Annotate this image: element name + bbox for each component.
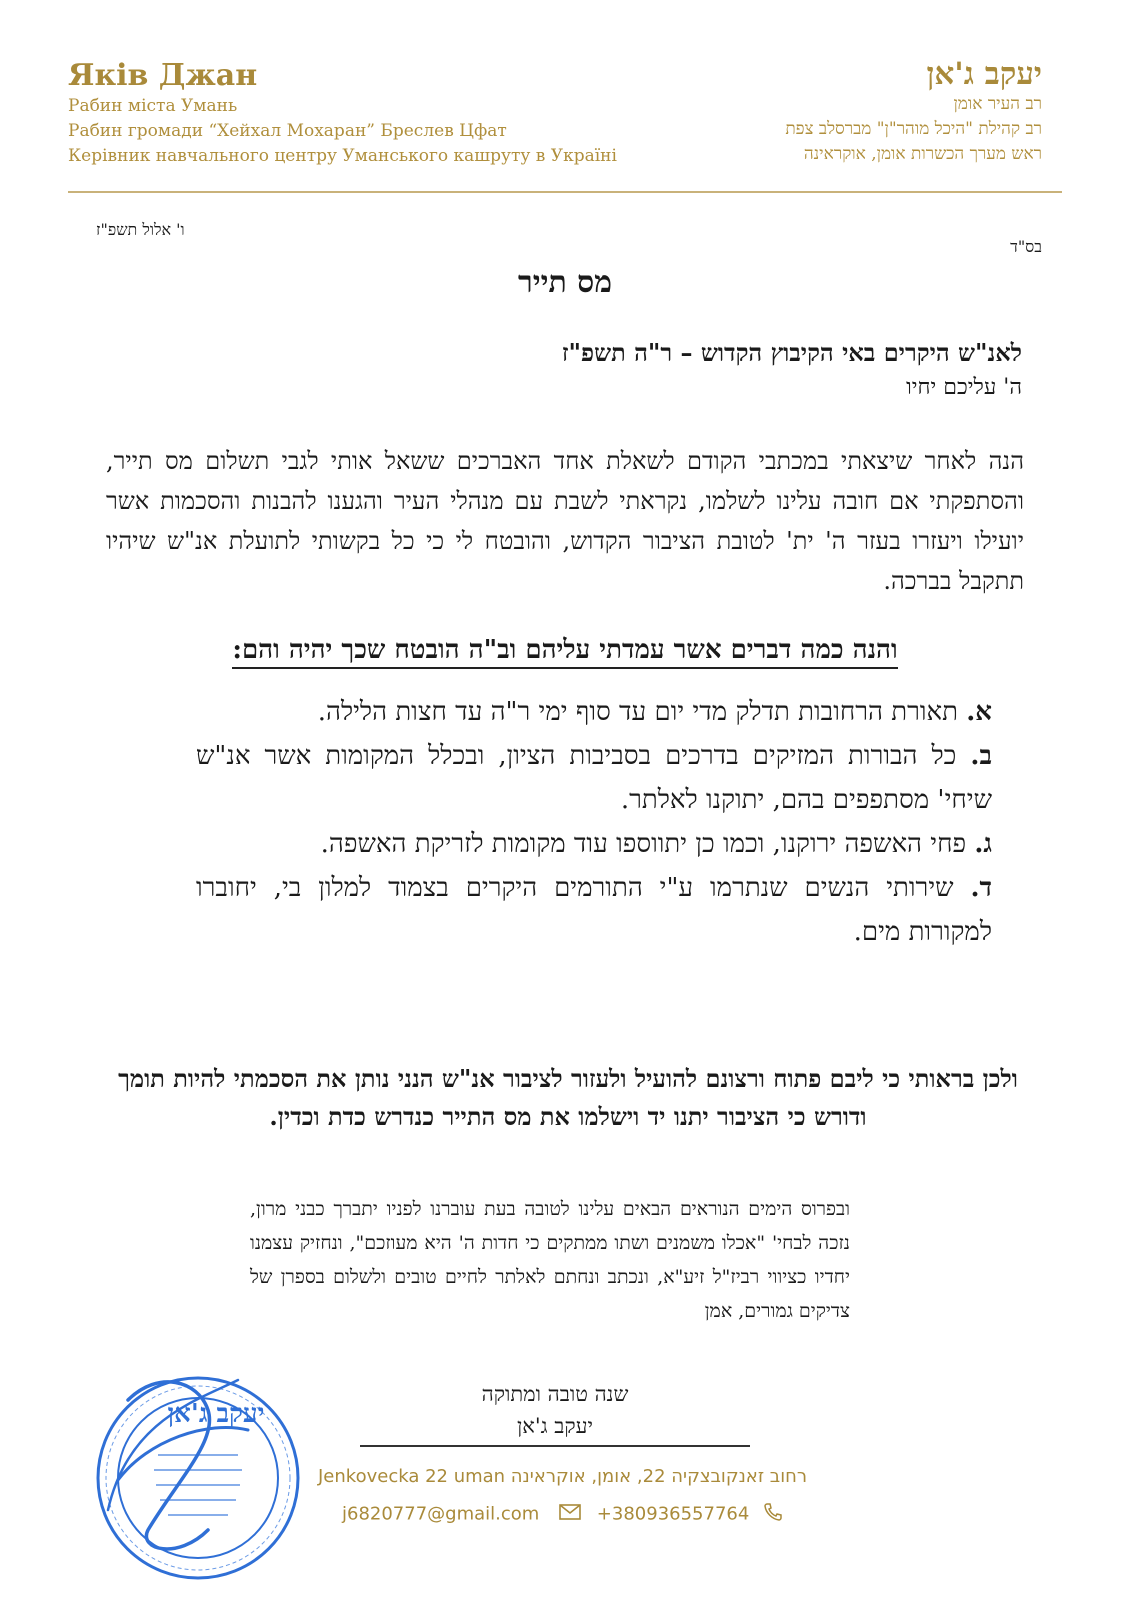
footer-email[interactable]: j6820777@gmail.com <box>342 1503 540 1525</box>
item-text: פחי האשפה ירוקנו, וכמו כן יתווספו עוד מקומות לזריקת האשפה. <box>320 829 967 859</box>
list-heading-text: והנה כמה דברים אשר עמדתי עליהם וב"ה הובטח שכך יהיה והם: <box>232 635 897 669</box>
stamp-seal-icon <box>88 1360 318 1590</box>
footer-phone[interactable]: +380936557764 <box>596 1503 750 1525</box>
author-name-uk: Яків Джан <box>68 58 258 93</box>
signature-name: יעקב ג'אן <box>516 1414 594 1438</box>
letterhead-hebrew <box>522 56 1042 167</box>
new-year-wish: שנה טובה ומתוקה <box>481 1382 629 1406</box>
title-line-uk: Керівник навчального центру Уманського кашруту в Україні <box>68 146 617 166</box>
item-letter: ד. <box>970 873 992 903</box>
stamp-name-text: יעקב ג'אן <box>167 1399 265 1429</box>
item-letter: ב. <box>970 741 992 771</box>
bsd-mark: בס"ד <box>1010 237 1042 256</box>
envelope-icon <box>559 1504 581 1525</box>
list-item <box>196 822 992 866</box>
title-line-he: רב העיר אומן <box>953 94 1042 114</box>
list-item <box>196 690 992 734</box>
item-letter: א. <box>966 697 992 727</box>
signoff <box>360 1378 750 1442</box>
letter-title: מס תייר <box>517 265 613 300</box>
title-line-uk: Рабин громади “Хейхал Мохаран” Бреслев Цфат <box>68 121 507 141</box>
list-item <box>196 866 992 954</box>
footer-address: Jenkovecka 22 uman רחוב זאנקובצקיה 22, אומן, אוקראינה <box>318 1466 808 1487</box>
phone-icon <box>763 1502 783 1527</box>
title-line-he: ראש מערך הכשרות אומן, אוקראינה <box>803 144 1042 164</box>
header-divider <box>68 191 1062 193</box>
points-list <box>196 690 992 954</box>
list-item <box>196 734 992 822</box>
blessing-paragraph: ובפרוס הימים הנוראים הבאים עלינו לטובה בעת עוברנו לפניו יתברך כבני מרון, נזכה לבחי' "אכלו משמנים ושתו ממתקים כי חדות ה' היא מעוזכם", ונחזיק עצמנו יחדיו כציווי רביז"ל זיע"א, ונכתב ונחתם לאלתר לחיים טובים ולשלום בספרן של צדיקים גמורים, אמן <box>250 1198 850 1322</box>
item-text: שירותי הנשים שנתרמו ע"י התורמים היקרים בצמוד למלון בי, יחוברו למקורות מים. <box>196 873 992 947</box>
rabbinical-stamp <box>88 1360 318 1590</box>
title-line-he: רב קהילת "היכל מוהר"ן" מברסלב צפת <box>785 119 1042 139</box>
greeting: ה' עליכם יחיו <box>906 375 1022 400</box>
signature-line <box>360 1445 750 1447</box>
footer-contact <box>342 1502 782 1527</box>
conclusion-paragraph: ולכן בראותי כי ליבם פתוח ורצונם להועיל ולעזור לציבור אנ"ש הנני נותן את הסכמתי להיות תומך ודורש כי הציבור יתנו יד וישלמו את מס התייר כנדרש כדת וכדין. <box>118 1064 1018 1131</box>
letter-date: ו' אלול תשפ"ז <box>96 220 185 239</box>
item-text: כל הבורות המזיקים בדרכים בסביבות הציון, ובכלל המקומות אשר אנ"ש שיחי' מסתפפים בהם, יתוקנו לאלתר. <box>196 741 992 815</box>
addressee: לאנ"ש היקרים באי הקיבוץ הקדוש – ר"ה תשפ"ז <box>561 338 1022 367</box>
list-heading <box>114 630 1016 670</box>
author-name-he: יעקב ג'אן <box>926 56 1042 92</box>
intro-paragraph: הנה לאחר שיצאתי במכתבי הקודם לשאלת אחד האברכים ששאל אותי לגבי תשלום מס תייר, והסתפקתי אם חובה עלינו לשלמו, נקראתי לשבת עם מנהלי העיר והגענו להבנות והסכמות אשר יועילו ויעזרו בעזר ה' ית' לטובת הציבור הקדוש, והובטח לי כי כל בקשותי לתועלת אנ"ש שיהיו תתקבל בברכה. <box>106 447 1024 595</box>
item-text: תאורת הרחובות תדלק מדי יום עד סוף ימי ר"ה עד חצות הלילה. <box>317 697 958 727</box>
item-letter: ג. <box>974 829 992 859</box>
title-line-uk: Рабин міста Умань <box>68 96 238 116</box>
